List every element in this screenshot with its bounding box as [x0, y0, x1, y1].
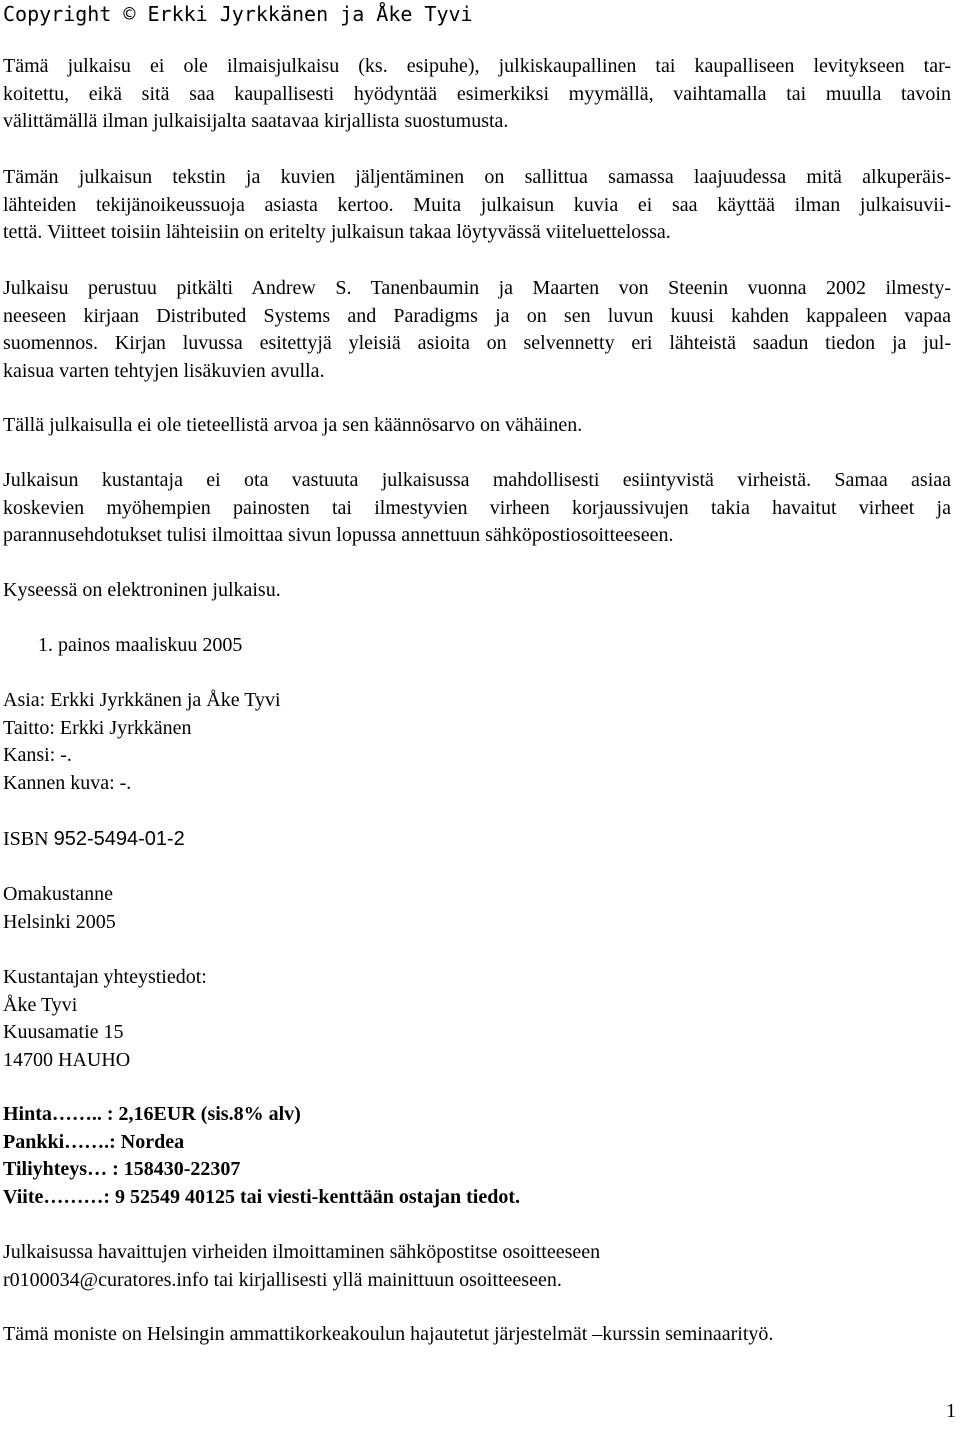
text-line: Tämän julkaisun tekstin ja kuvien jäljentäminen on sallittua samassa laajuudessa mitä alkuperäis-	[3, 166, 951, 188]
contact-block	[3, 964, 951, 1074]
credit-taitto: Taitto: Erkki Jyrkkänen	[3, 716, 192, 739]
text-line: Tämä julkaisu ei ole ilmaisjulkaisu (ks. esipuhe), julkiskaupallinen tai kaupalliseen levitykseen tar-	[3, 55, 951, 77]
seminar-note	[3, 1321, 951, 1349]
text-line: koitettu, eikä sitä saa kaupallisesti hyödyntää esimerkiksi myymällä, vaihtamalla tai muulla tavoin	[3, 82, 951, 105]
text-line: Julkaisun kustantaja ei ota vastuuta julkaisussa mahdollisesti esiintyvistä virheistä. Samaa asiaa	[3, 469, 951, 491]
contact-street: Kuusamatie 15	[3, 1021, 124, 1043]
text-line: suomennos. Kirjan luvussa esitettyjä yleisiä asioita on selvennetty eri lähteistä saadun tiedon ja jul-	[3, 332, 951, 354]
text-line: neeseen kirjaan Distributed Systems and Paradigms ja on sen luvun kuusi kahden kappaleen vapaa	[3, 304, 951, 327]
text-line: r0100034@curatores.info tai kirjallisesti yllä mainittuun osoitteeseen.	[3, 1268, 562, 1291]
text-line: Julkaisussa havaittujen virheiden ilmoittaminen sähköpostitse osoitteeseen	[3, 1241, 601, 1263]
paragraph-electronic	[3, 577, 951, 605]
paragraph-copying	[3, 164, 951, 247]
publisher-block	[3, 881, 951, 936]
page-number: 1	[946, 1400, 956, 1422]
payment-reference: Viite………: 9 52549 40125 tai viesti-kenttään ostajan tiedot.	[3, 1185, 520, 1208]
edition-line	[38, 632, 938, 660]
copyright-header: Copyright © Erkki Jyrkkänen ja Åke Tyvi	[3, 2, 473, 26]
credit-kansi: Kansi: -.	[3, 744, 72, 766]
text-line: Tällä julkaisulla ei ole tieteellistä arvoa ja sen käännösarvo on vähäinen.	[3, 414, 583, 436]
text-line: 1. painos maaliskuu 2005	[38, 634, 243, 656]
text-line: lähteiden tekijänoikeussuoja asiasta kertoo. Muita julkaisun kuvia ei saa käyttää ilman julkaisuvii-	[3, 193, 951, 216]
text-line: välittämällä ilman julkaisijalta saatavaa kirjallista suostumusta.	[3, 110, 509, 132]
isbn-line	[3, 826, 951, 854]
contact-name: Åke Tyvi	[3, 993, 78, 1016]
paragraph-value	[3, 412, 951, 440]
payment-price: Hinta…….. : 2,16EUR (sis.8% alv)	[3, 1103, 301, 1125]
text-line: kaisua varten tehtyjen lisäkuvien avulla.	[3, 359, 325, 382]
text-line: parannusehdotukset tulisi ilmoittaa sivun lopussa annettuun sähköpostiosoitteeseen.	[3, 524, 674, 546]
paragraph-license	[3, 53, 951, 136]
paragraph-source	[3, 275, 951, 385]
payment-bank: Pankki…….: Nordea	[3, 1130, 185, 1153]
isbn-label: ISBN	[3, 828, 54, 850]
credits-block	[3, 687, 951, 797]
payment-account: Tiliyhteys… : 158430-22307	[3, 1158, 241, 1180]
error-report-block	[3, 1239, 951, 1294]
contact-city: 14700 HAUHO	[3, 1048, 131, 1071]
publisher-place-year: Helsinki 2005	[3, 910, 116, 933]
text-line: Tämä moniste on Helsingin ammattikorkeakoulun hajautetut järjestelmät –kurssin seminaarityö.	[3, 1323, 774, 1345]
paragraph-liability	[3, 467, 951, 550]
publisher-type: Omakustanne	[3, 883, 113, 905]
text-line: Julkaisu perustuu pitkälti Andrew S. Tanenbaumin ja Maarten von Steenin vuonna 2002 ilmesty-	[3, 277, 951, 299]
text-line: Kyseessä on elektroninen julkaisu.	[3, 579, 281, 601]
credit-kannen-kuva: Kannen kuva: -.	[3, 771, 132, 794]
isbn-number: 952-5494-01-2	[53, 828, 185, 850]
text-line: tettä. Viitteet toisiin lähteisiin on eritelty julkaisun takaa löytyvässä viiteluettelossa.	[3, 221, 671, 243]
credit-asia: Asia: Erkki Jyrkkänen ja Åke Tyvi	[3, 689, 281, 711]
text-line: koskevien myöhempien painosten tai ilmestyvien virheen korjaussivujen takia havaitut virheet ja	[3, 496, 951, 519]
payment-block	[3, 1101, 951, 1211]
contact-heading: Kustantajan yhteystiedot:	[3, 966, 207, 988]
